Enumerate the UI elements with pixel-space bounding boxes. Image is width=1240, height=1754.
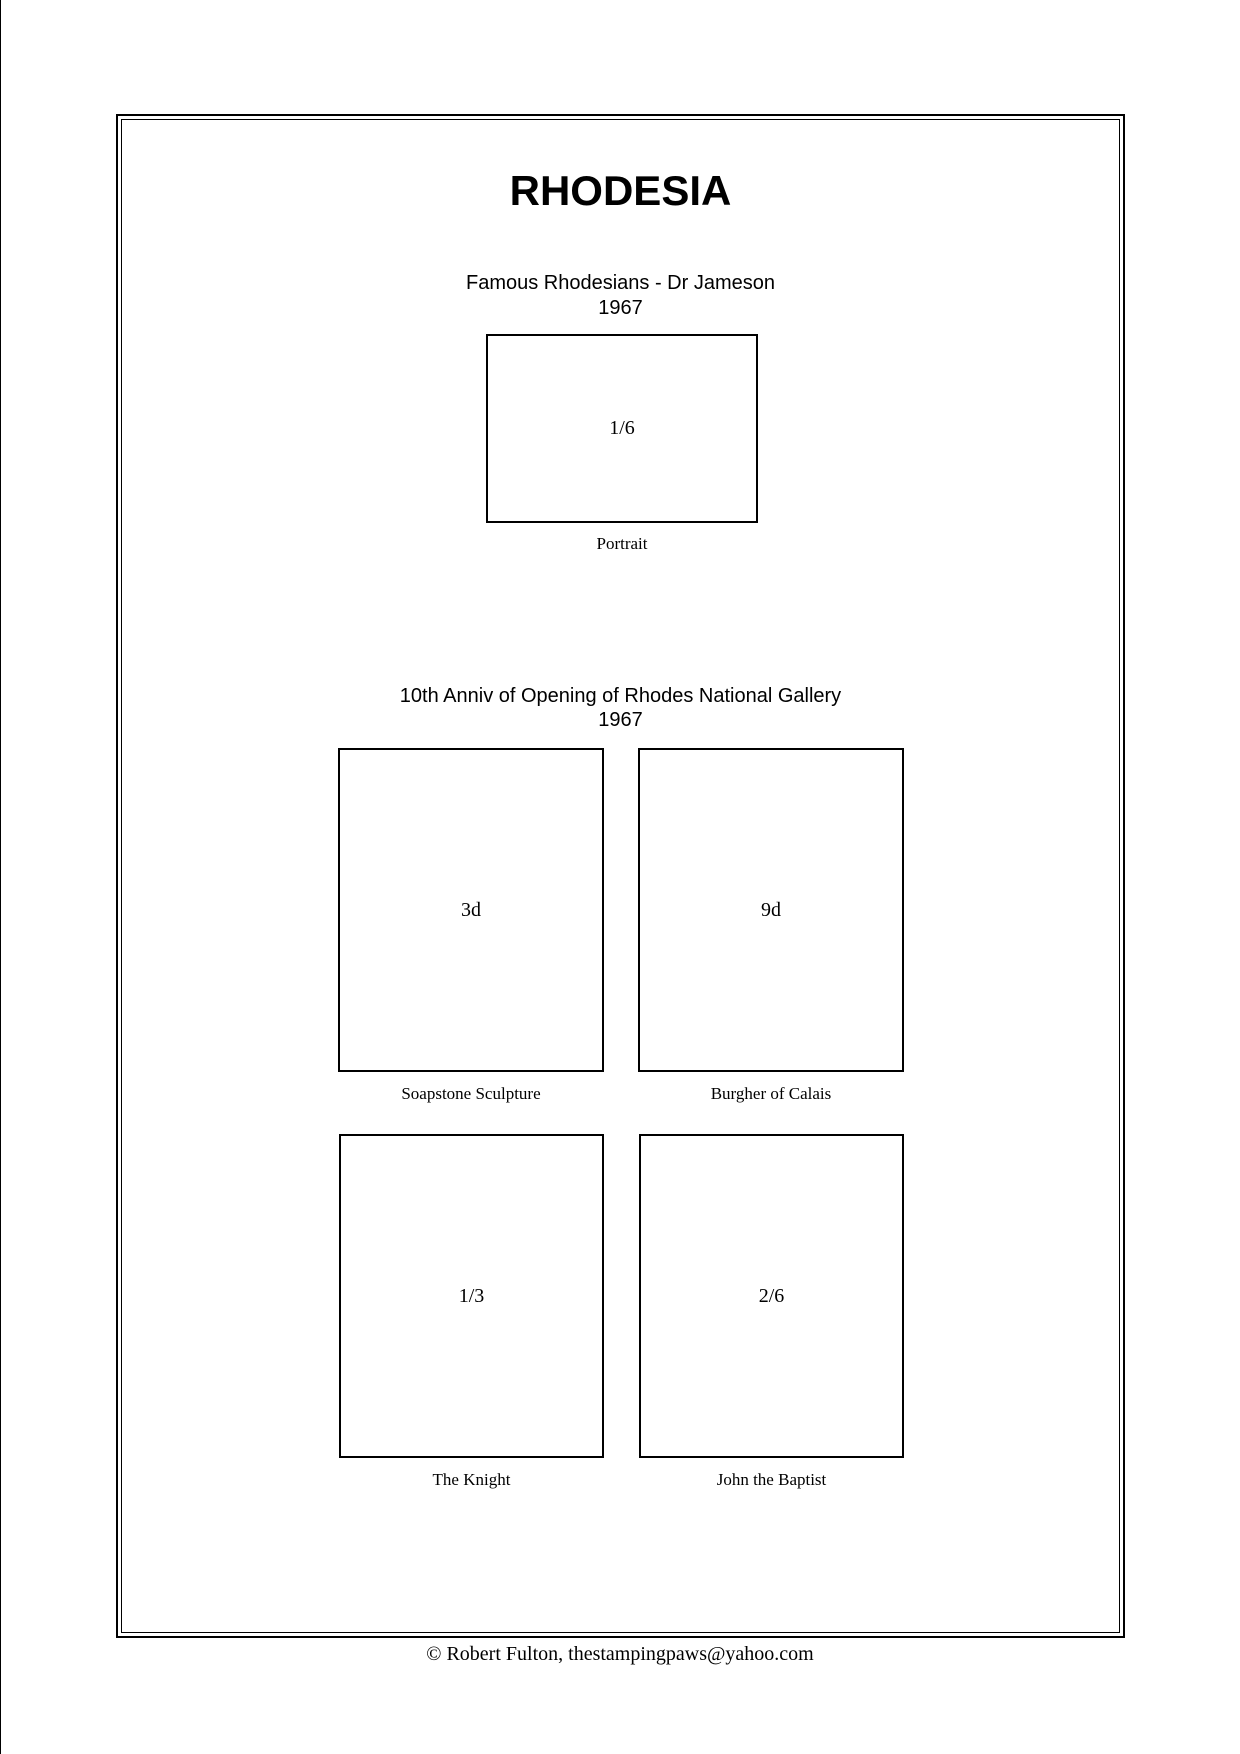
stamp-caption: Portrait (596, 534, 648, 553)
stamp-space (486, 334, 758, 523)
stamp-caption: Burgher of Calais (710, 1084, 832, 1103)
set-year: 1967 (598, 297, 643, 319)
stamp-caption: Soapstone Sculpture (401, 1084, 541, 1103)
stamp-denomination: 1/3 (458, 1284, 485, 1307)
set-year: 1967 (598, 709, 643, 731)
stamp-denomination: 9d (761, 898, 781, 921)
set-title: Famous Rhodesians - Dr Jameson (465, 272, 775, 294)
stamp-space (338, 748, 604, 1072)
stamp-denomination: 3d (461, 898, 481, 921)
page-title: RHODESIA (509, 167, 732, 214)
set-title: 10th Anniv of Opening of Rhodes National Gallery (399, 685, 842, 707)
page-edge (0, 0, 1, 1754)
stamp-space (639, 1134, 904, 1458)
stamp-caption: The Knight (432, 1470, 511, 1489)
stamp-space (339, 1134, 604, 1458)
copyright-footer: © Robert Fulton, thestampingpaws@yahoo.com (426, 1643, 814, 1665)
stamp-denomination: 2/6 (758, 1284, 785, 1307)
stamp-space (638, 748, 904, 1072)
stamp-denomination: 1/6 (609, 417, 635, 439)
stamp-caption: John the Baptist (716, 1470, 827, 1489)
